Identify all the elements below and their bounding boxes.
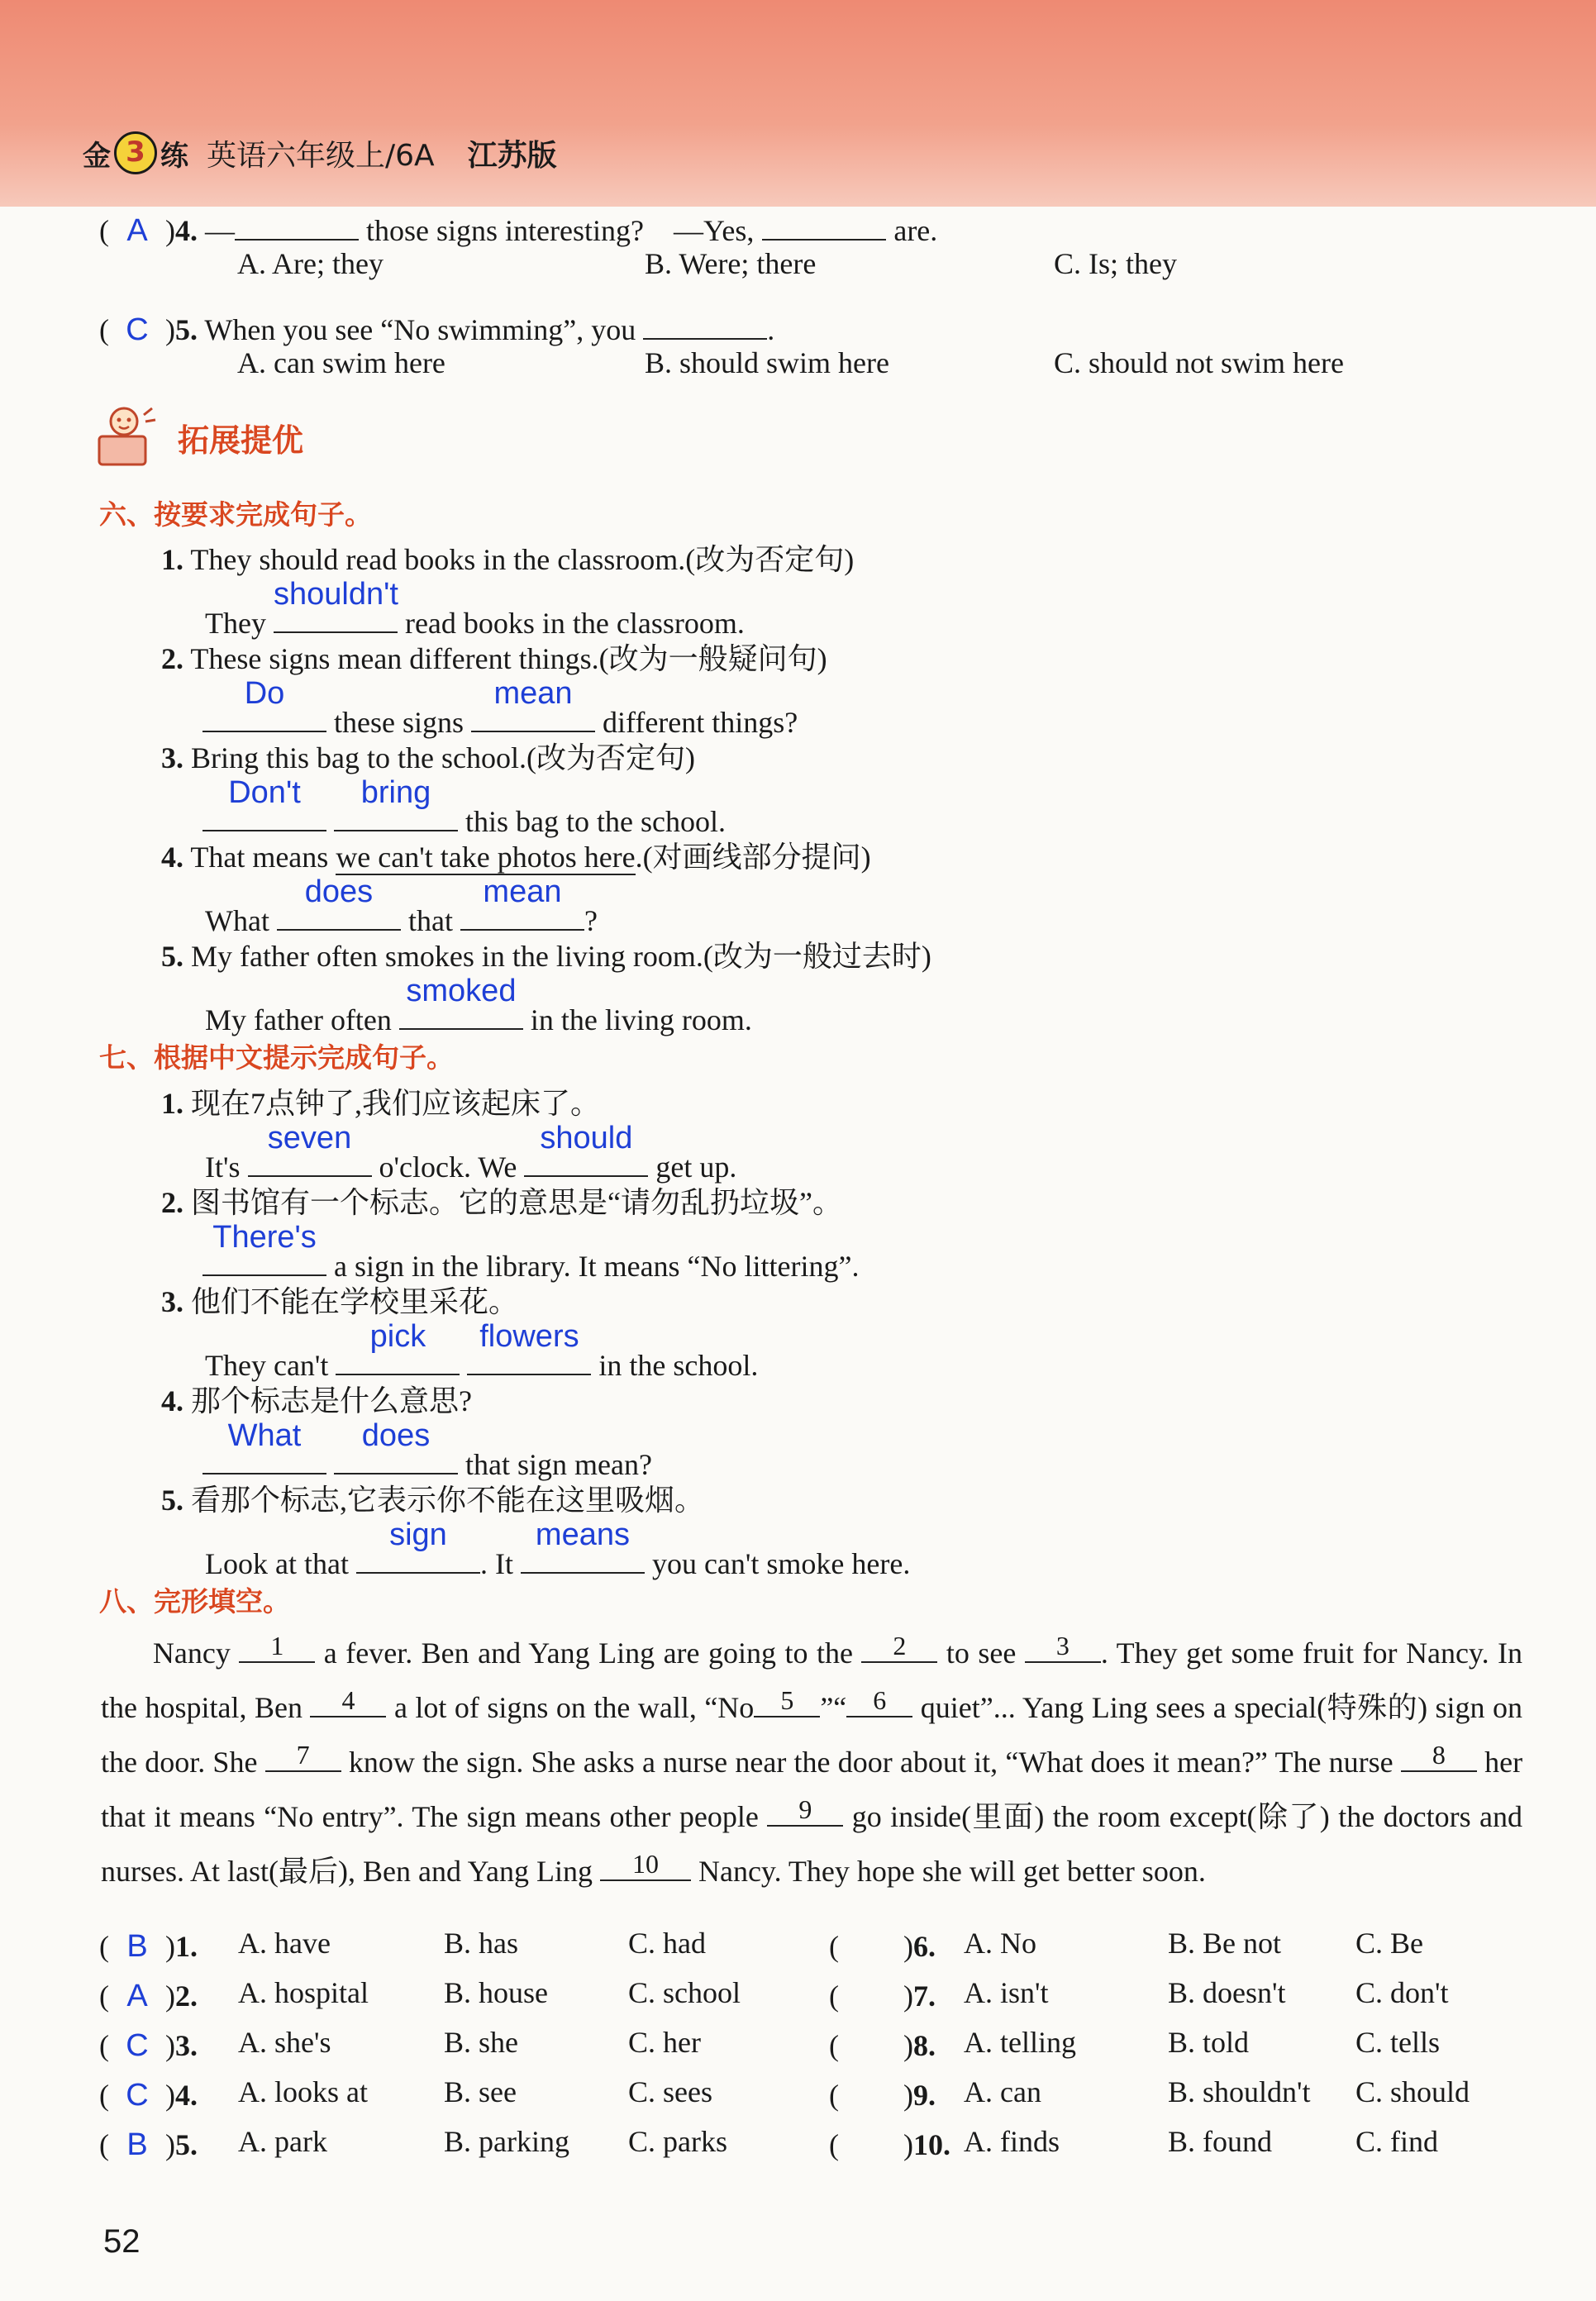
question-text: 看那个标志,它表示你不能在这里吸烟。 <box>191 1484 705 1517</box>
cloze-q1: ( B )1. <box>99 1926 198 1967</box>
answer-letter: B <box>126 1929 148 1964</box>
answer-blank <box>202 775 326 831</box>
answer-blank <box>471 676 595 732</box>
passage-text: know the sign. She asks a nurse near the door about <box>348 1746 966 1779</box>
page-number: 52 <box>103 2223 141 2260</box>
handwritten-answer: smoked <box>406 974 517 1008</box>
question-number: 4. <box>161 1384 183 1417</box>
question-4 <box>99 196 937 251</box>
question-text: That means <box>190 841 329 874</box>
question-text: those signs interesting? <box>366 214 644 247</box>
answer-letter: B <box>126 2127 148 2162</box>
answer-blank <box>334 1418 458 1474</box>
question-text: These signs mean different things.(改为一般疑问句) <box>190 642 827 675</box>
passage-text: her that it means “No entry”. The sign means other people <box>101 1746 1523 1833</box>
question-number: 1. <box>161 543 183 576</box>
passage-text: ”“ <box>820 1691 847 1724</box>
cloze-blank <box>846 1678 912 1717</box>
question-text: 图书馆有一个标志。它的意思是“请勿乱扔垃圾”。 <box>191 1186 842 1219</box>
question-number: 3. <box>161 1285 183 1318</box>
option-c: C. sees <box>628 2075 712 2108</box>
cloze-q7: ( )7. <box>829 1979 936 2013</box>
option-a: A. hospital <box>238 1976 369 2009</box>
passage-text: a fever. Ben and Yang Ling are going to the <box>323 1636 853 1670</box>
brand-logo-left: 金 <box>83 139 111 173</box>
answer-blank <box>202 1418 326 1474</box>
question-text: 现在7点钟了,我们应该起床了。 <box>191 1087 601 1120</box>
option-b: B. found <box>1168 2125 1272 2158</box>
underlined-phrase: we can't take photos here <box>336 841 636 874</box>
question-number: 1. <box>161 1087 183 1120</box>
answer-text: that <box>407 904 453 937</box>
question-number: 1. <box>175 1930 198 1963</box>
question-text: When you see “No swimming”, you <box>204 313 636 346</box>
answer-text: get up. <box>655 1150 737 1184</box>
page-header <box>0 0 1596 207</box>
s6-a2 <box>202 676 798 743</box>
answer-text: in the school. <box>598 1349 759 1382</box>
option-c: C. should not swim here <box>1054 346 1344 379</box>
cloze-blank <box>754 1678 820 1717</box>
cloze-q3: ( C )3. <box>99 2025 198 2066</box>
handwritten-answer: flowers <box>479 1319 579 1354</box>
option-c: C. Is; they <box>1054 247 1177 280</box>
option-a: A. isn't <box>964 1976 1049 2009</box>
s6-a1 <box>205 577 745 644</box>
question-number: 7. <box>913 1979 936 2013</box>
answer-blank <box>248 1121 372 1177</box>
question-number: 5. <box>175 313 198 346</box>
brand-logo-3: 3 <box>114 131 157 174</box>
section-main-title: 拓展提优 <box>178 422 304 459</box>
handwritten-answer: seven <box>267 1121 352 1155</box>
s6-a4 <box>205 874 598 941</box>
option-c: C. parks <box>628 2125 727 2158</box>
answer-text: ? <box>584 904 598 937</box>
s6-q5 <box>161 936 931 977</box>
cloze-blank <box>1401 1732 1477 1772</box>
passage-text: sees a special(特殊的) sign on the door. She <box>101 1691 1523 1779</box>
answer-paren: ( A ) <box>99 210 175 251</box>
option-c: C. had <box>628 1927 706 1960</box>
option-c: C. should <box>1355 2075 1470 2108</box>
passage-text: it, “What does it mean?” The nurse <box>974 1746 1394 1779</box>
option-c: C. don't <box>1355 1976 1449 2009</box>
blank-number: 8 <box>1432 1740 1446 1770</box>
section-7-title: 七、根据中文提示完成句子。 <box>99 1041 454 1074</box>
answer-blank <box>202 1220 326 1276</box>
option-a: A. have <box>238 1927 331 1960</box>
handwritten-answer: bring <box>360 775 431 810</box>
cloze-q6: ( )6. <box>829 1930 936 1963</box>
cloze-q2: ( A )2. <box>99 1975 198 2017</box>
passage-text: go inside(里面) the room except(除了) the doctors and nurses. At last(最后), Ben and Yang Ling <box>101 1800 1522 1888</box>
handwritten-answer: Do <box>244 676 285 711</box>
handwritten-answer: Don't <box>228 775 301 810</box>
option-a: A. No <box>964 1927 1036 1960</box>
cloze-passage <box>101 1623 1522 1896</box>
option-a: A. park <box>238 2125 327 2158</box>
cloze-blank <box>861 1623 937 1663</box>
answer-text: What <box>205 904 269 937</box>
option-a: A. she's <box>238 2026 331 2059</box>
cloze-blank <box>1025 1623 1101 1663</box>
s6-a3 <box>202 775 726 842</box>
answer-text: different things? <box>603 706 798 739</box>
question-number: 8. <box>913 2029 936 2062</box>
answer-text: this bag to the school. <box>465 805 726 838</box>
answer-blank <box>467 1319 591 1375</box>
answer-text: o'clock. We <box>379 1150 517 1184</box>
option-a: A. telling <box>964 2026 1076 2059</box>
cloze-blank <box>310 1678 386 1717</box>
answer-text: these signs <box>334 706 464 739</box>
cloze-blank <box>600 1841 691 1881</box>
header-brand <box>83 124 557 182</box>
handwritten-answer: should <box>540 1121 633 1155</box>
option-a: A. can swim here <box>237 346 445 379</box>
question-number: 5. <box>161 1484 183 1517</box>
option-c: C. school <box>628 1976 741 2009</box>
answer-blank <box>521 1517 645 1574</box>
answer-blank <box>524 1121 648 1177</box>
blank-number: 10 <box>631 1849 659 1879</box>
passage-text: quiet”... Yang Ling <box>920 1691 1148 1724</box>
option-a: A. can <box>964 2075 1041 2108</box>
question-number: 3. <box>161 741 183 774</box>
question-text: They should read books in the classroom.(改为否定句) <box>190 543 855 576</box>
answer-blank <box>235 196 359 241</box>
question-number: 3. <box>175 2029 198 2062</box>
answer-blank <box>336 1319 460 1375</box>
question-number: 5. <box>175 2128 198 2161</box>
s7-a2 <box>202 1220 860 1287</box>
option-a: A. finds <box>964 2125 1060 2158</box>
brand-logo <box>83 131 188 174</box>
answer-blank <box>643 295 767 340</box>
brand-logo-right: 练 <box>160 139 188 173</box>
handwritten-answer: means <box>535 1517 630 1552</box>
question-5 <box>99 295 774 350</box>
answer-text: It's <box>205 1150 241 1184</box>
answer-text: . It <box>479 1547 513 1580</box>
question-text: My father often smokes in the living room.(改为一般过去时) <box>191 940 931 973</box>
question-text: 他们不能在学校里采花。 <box>191 1285 519 1318</box>
option-b: B. Be not <box>1168 1927 1282 1960</box>
answer-letter: C <box>126 312 149 347</box>
option-b: B. told <box>1168 2026 1250 2059</box>
passage-text: Nancy <box>152 1636 231 1670</box>
option-b: B. doesn't <box>1168 1976 1286 2009</box>
option-b: B. she <box>444 2026 518 2059</box>
passage-text: . They get some fruit <box>1100 1636 1355 1670</box>
question-number: 10. <box>913 2128 950 2161</box>
option-b: B. house <box>444 1976 548 2009</box>
cloze-blank <box>767 1787 843 1827</box>
s6-a5 <box>205 974 752 1041</box>
cloze-q9: ( )9. <box>829 2079 936 2112</box>
blank-number: 5 <box>780 1685 794 1715</box>
handwritten-answer: sign <box>389 1517 447 1552</box>
answer-letter: C <box>126 2028 149 2063</box>
answer-text: in the living room. <box>530 1003 752 1036</box>
question-number: 9. <box>913 2079 936 2112</box>
option-c: C. her <box>628 2026 701 2059</box>
answer-text: read books in the classroom. <box>404 607 745 640</box>
answer-blank <box>277 874 401 931</box>
handwritten-answer: What <box>227 1418 302 1453</box>
question-number: 4. <box>175 2079 198 2112</box>
blank-number: 4 <box>341 1685 355 1715</box>
cloze-q5: ( B )5. <box>99 2124 198 2165</box>
book-edition: 江苏版 <box>467 138 557 173</box>
handwritten-answer: pick <box>369 1319 426 1354</box>
answer-paren: ( C ) <box>99 309 175 350</box>
answer-blank <box>273 577 398 633</box>
cloze-q10: ( )10. <box>829 2128 950 2161</box>
answer-text: Look at that <box>205 1547 349 1580</box>
s7-a3 <box>205 1319 759 1386</box>
s6-q1 <box>161 539 854 580</box>
option-b: B. parking <box>444 2125 569 2158</box>
blank-number: 9 <box>798 1794 812 1824</box>
handwritten-answer: mean <box>483 874 562 909</box>
handwritten-answer: shouldn't <box>273 577 398 612</box>
blank-number: 7 <box>296 1740 310 1770</box>
option-c: C. find <box>1355 2125 1439 2158</box>
handwritten-answer: does <box>304 874 374 909</box>
answer-text: you can't smoke here. <box>651 1547 911 1580</box>
answer-blank <box>460 874 584 931</box>
option-c: C. tells <box>1355 2026 1441 2059</box>
handwritten-answer: does <box>361 1418 431 1453</box>
question-number: 5. <box>161 940 183 973</box>
option-b: B. Were; there <box>645 247 817 280</box>
answer-text: a sign in the library. It means “No littering”. <box>334 1250 860 1283</box>
section-8-title: 八、完形填空。 <box>99 1585 290 1617</box>
option-b: B. should swim here <box>645 346 889 379</box>
mascot-icon <box>93 403 159 469</box>
answer-letter: C <box>126 2078 149 2113</box>
answer-text: They <box>205 607 266 640</box>
question-number: 4. <box>175 214 198 247</box>
answer-text: They can't <box>205 1349 329 1382</box>
blank-number: 6 <box>873 1685 887 1715</box>
question-number: 2. <box>161 642 183 675</box>
s7-a1 <box>205 1121 737 1188</box>
s7-a4 <box>202 1418 652 1485</box>
blank-number: 3 <box>1055 1631 1070 1660</box>
question-number: 2. <box>175 1979 198 2013</box>
question-number: 2. <box>161 1186 183 1219</box>
question-number: 6. <box>913 1930 936 1963</box>
question-text: — <box>205 214 235 247</box>
question-text: 那个标志是什么意思? <box>191 1384 472 1417</box>
cloze-blank <box>265 1732 341 1772</box>
s7-a5 <box>205 1517 911 1584</box>
cloze-q4: ( C )4. <box>99 2075 198 2116</box>
cloze-blank <box>239 1623 315 1663</box>
question-text: are. <box>893 214 938 247</box>
answer-blank <box>202 676 326 732</box>
passage-text: for Nancy. In the hospital, Ben <box>101 1636 1523 1724</box>
option-b: B. has <box>444 1927 518 1960</box>
answer-letter: A <box>126 1979 148 2013</box>
question-text: . <box>767 313 775 346</box>
answer-blank <box>762 196 886 241</box>
passage-text: a lot of signs on the wall, “No <box>393 1691 755 1724</box>
passage-text: Nancy. They hope she will get better soon. <box>698 1855 1206 1888</box>
question-text: .(对画线部分提问) <box>635 841 871 874</box>
blank-number: 1 <box>270 1631 284 1660</box>
book-title: 英语六年级上/6A <box>207 138 435 173</box>
answer-blank <box>356 1517 480 1574</box>
blank-number: 2 <box>893 1631 907 1660</box>
option-a: A. looks at <box>238 2075 368 2108</box>
question-text: Bring this bag to the school.(改为否定句) <box>191 741 695 774</box>
option-c: C. Be <box>1355 1927 1424 1960</box>
section-6-title: 六、按要求完成句子。 <box>99 498 372 531</box>
option-a: A. Are; they <box>237 247 384 280</box>
passage-text: to see <box>946 1636 1017 1670</box>
cloze-q8: ( )8. <box>829 2029 936 2062</box>
answer-blank <box>399 974 523 1030</box>
answer-blank <box>334 775 458 831</box>
handwritten-answer: There's <box>212 1220 317 1255</box>
option-b: B. shouldn't <box>1168 2075 1311 2108</box>
option-b: B. see <box>444 2075 517 2108</box>
answer-text: My father often <box>205 1003 392 1036</box>
question-number: 4. <box>161 841 183 874</box>
question-text: —Yes, <box>673 214 755 247</box>
handwritten-answer: mean <box>493 676 573 711</box>
answer-text: that sign mean? <box>465 1448 652 1481</box>
answer-letter: A <box>126 213 148 248</box>
